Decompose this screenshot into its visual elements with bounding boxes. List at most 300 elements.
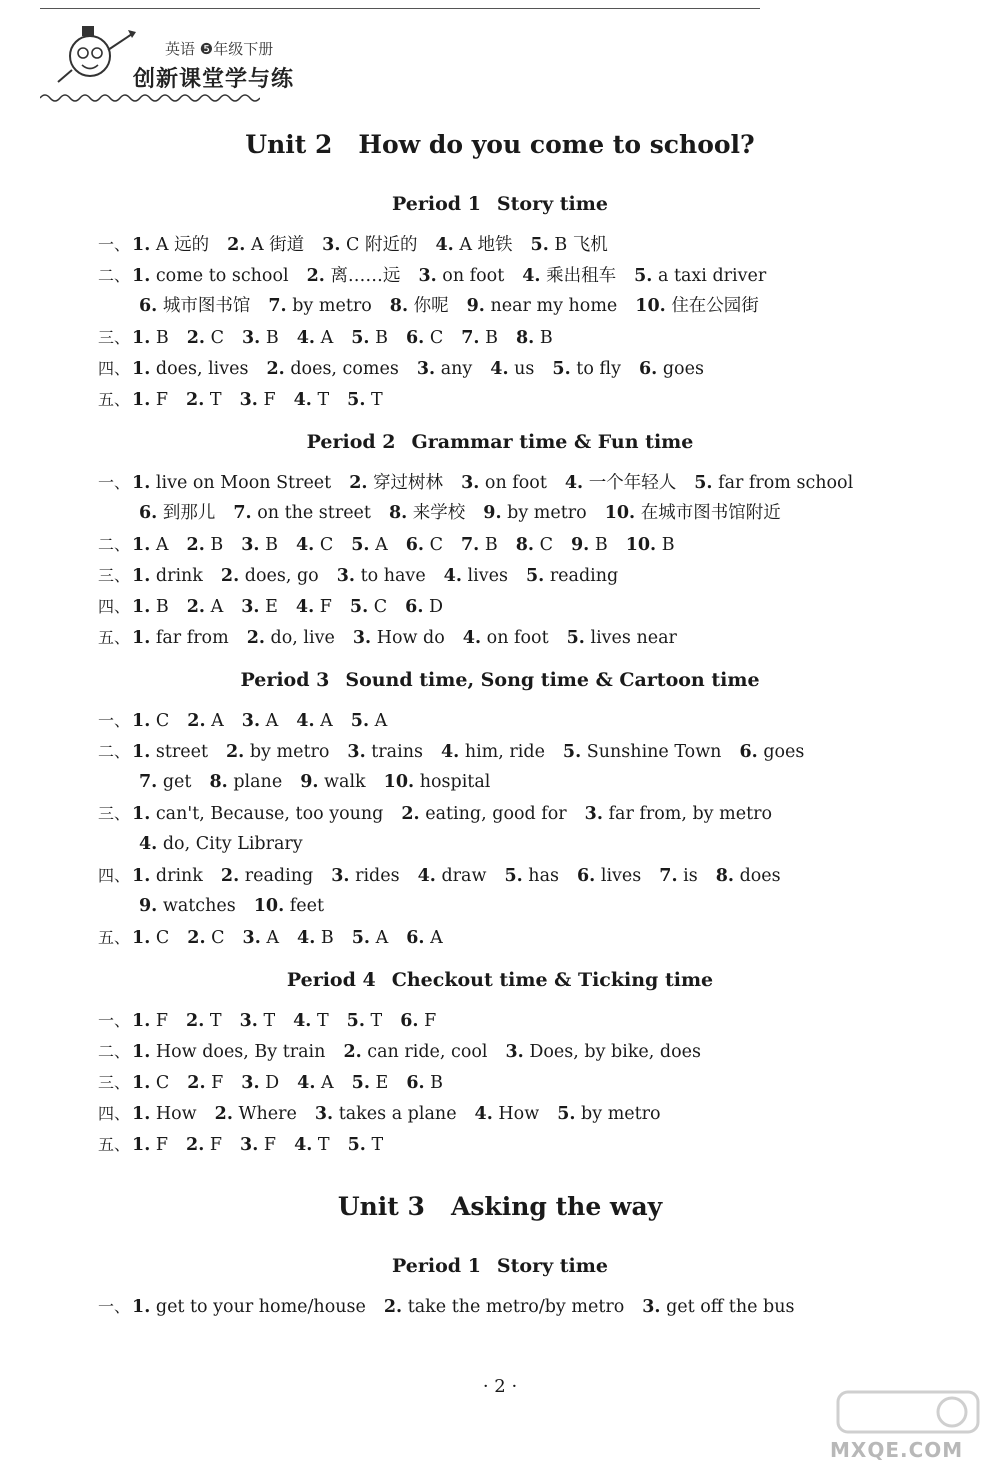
answer-text: reading [549, 566, 619, 586]
answer-text: take the metro/by metro [407, 1297, 625, 1317]
answer-text: T [370, 1011, 383, 1031]
answer-number: 3. [322, 235, 341, 255]
answer-number: 1. [132, 359, 151, 379]
answer-item [184, 390, 222, 410]
section-marker: 一、 [98, 473, 131, 492]
answer-number: 3. [239, 1011, 258, 1031]
answer-text: A [375, 928, 389, 948]
answer-text: a taxi driver [657, 266, 767, 286]
answer-number: 8. [715, 866, 734, 886]
answer-item [349, 328, 388, 348]
answer-text: B [484, 535, 498, 555]
answer-line [0, 498, 1000, 529]
answer-text: does, comes [290, 359, 399, 379]
answer-item [130, 1073, 169, 1093]
answer-text: street [155, 742, 208, 762]
answer-number: 5. [525, 566, 545, 586]
answer-number: 1. [132, 473, 151, 493]
answer-text: T [317, 1135, 330, 1155]
answer-text: goes [662, 359, 704, 379]
answer-line [0, 1067, 1000, 1098]
answer-text: A [266, 928, 280, 948]
answer-number: 3. [642, 1297, 661, 1317]
answer-text: can ride, cool [367, 1042, 488, 1062]
answer-item [583, 804, 772, 824]
answer-item [404, 928, 443, 948]
answer-text: A 远的 [155, 235, 210, 255]
answer-text: C [319, 535, 334, 555]
answer-line [0, 353, 1000, 384]
answer-item [130, 1011, 168, 1031]
answer-number: 3. [418, 266, 437, 286]
answer-item [502, 866, 559, 886]
answer-item [224, 742, 329, 762]
answer-item [137, 896, 236, 916]
answer-line [0, 467, 1000, 498]
answer-number: 6. [405, 328, 425, 348]
section-marker: 一、 [98, 235, 131, 254]
answer-item [185, 711, 224, 731]
answer-item [404, 535, 443, 555]
answer-text: live on Moon Street [155, 473, 332, 493]
answer-item [335, 566, 426, 586]
answer-number: 2. [186, 1011, 205, 1031]
answer-text: is [683, 866, 698, 886]
period-block [0, 969, 1000, 1160]
answer-number: 6. [400, 1011, 419, 1031]
answer-number: 9. [570, 535, 590, 555]
period-label: Period 1 [392, 193, 481, 215]
answer-item [130, 473, 331, 493]
answer-text: feet [289, 896, 324, 916]
answer-text: on foot [484, 473, 547, 493]
answer-item [130, 566, 203, 586]
answer-text: 在城市图书馆附近 [640, 503, 781, 523]
answer-item [439, 742, 545, 762]
answer-text: E [375, 1073, 389, 1093]
header-rule [40, 8, 760, 9]
answer-text: trains [371, 742, 423, 762]
answer-item [184, 1135, 222, 1155]
answer-text: T [263, 1011, 276, 1031]
answer-number: 6. [405, 597, 424, 617]
answer-line [0, 529, 1000, 560]
answer-number: 5. [347, 1135, 366, 1155]
answer-line [0, 891, 1000, 922]
unit-title [0, 1192, 1000, 1221]
answer-number: 9. [466, 296, 485, 316]
answer-item [313, 1104, 457, 1124]
answer-item [514, 328, 553, 348]
answer-text: A [374, 711, 388, 731]
answer-text: C [155, 711, 170, 731]
answer-number: 10. [253, 896, 285, 916]
answer-number: 8. [515, 535, 534, 555]
answer-text: C [155, 1073, 170, 1093]
answer-number: 8. [388, 503, 408, 523]
answer-number: 5. [351, 928, 371, 948]
answer-text: Where [238, 1104, 297, 1124]
answer-number: 4. [443, 566, 462, 586]
answer-text: far from school [718, 473, 854, 493]
answer-number: 6. [139, 503, 158, 523]
answer-text: 乘出租车 [546, 266, 617, 286]
answer-number: 8. [389, 296, 409, 316]
answer-item [603, 503, 781, 523]
decorative-wave [40, 92, 260, 104]
answer-content [0, 126, 1000, 1338]
answer-text: draw [441, 866, 487, 886]
answer-text: do, City Library [162, 834, 303, 854]
answer-text: get off the bus [666, 1297, 795, 1317]
period-name: Checkout time & Ticking time [391, 969, 714, 991]
unit-name: Asking the way [450, 1192, 663, 1221]
answer-text: B 飞机 [554, 235, 608, 255]
answer-text: 你呢 [413, 296, 449, 316]
answer-text: T [371, 1135, 384, 1155]
answer-number: 2. [186, 328, 206, 348]
answer-item [185, 535, 224, 555]
answer-text: C [539, 535, 553, 555]
unit-name: How do you come to school? [358, 130, 755, 159]
answer-item [714, 866, 781, 886]
unit-title [0, 130, 1000, 159]
answer-item [404, 1073, 443, 1093]
answer-item [345, 390, 383, 410]
answer-line [0, 705, 1000, 736]
answer-text: us [514, 359, 535, 379]
period-name: Story time [496, 1255, 608, 1277]
answer-number: 2. [186, 597, 206, 617]
answer-item [241, 928, 280, 948]
answer-item [633, 296, 759, 316]
answer-text: drink [155, 566, 203, 586]
answer-item [488, 359, 534, 379]
answer-number: 2. [383, 1297, 403, 1317]
answer-item [481, 503, 586, 523]
answer-text: eating, good for [425, 804, 567, 824]
answer-number: 5. [351, 1073, 370, 1093]
answer-text: lives [600, 866, 642, 886]
answer-text: 离……远 [330, 266, 401, 286]
answer-text: F [155, 390, 169, 410]
answer-number: 5. [347, 390, 366, 410]
answer-text: any [440, 359, 473, 379]
answer-text: D [265, 1073, 280, 1093]
answer-item [415, 359, 472, 379]
answer-text: takes a plane [338, 1104, 457, 1124]
period-block [0, 431, 1000, 653]
answer-line [0, 829, 1000, 860]
period-block [0, 1255, 1000, 1322]
answer-text: F [155, 1011, 169, 1031]
period-label: Period 2 [306, 431, 396, 453]
answer-number: 1. [132, 1135, 151, 1155]
period-title [0, 969, 1000, 991]
answer-item [403, 597, 443, 617]
answer-number: 4. [417, 866, 436, 886]
answer-number: 1. [132, 1104, 151, 1124]
answer-number: 1. [132, 1011, 151, 1031]
answer-number: 3. [314, 1104, 334, 1124]
answer-item [465, 296, 618, 316]
answer-item [569, 535, 608, 555]
answer-item [137, 503, 215, 523]
answer-text: lives near [590, 628, 677, 648]
unit-spacer [0, 1176, 1000, 1188]
answer-number: 6. [576, 866, 596, 886]
answer-number: 4. [297, 928, 316, 948]
answer-item [657, 866, 697, 886]
answer-number: 6. [638, 359, 658, 379]
period-name: Story time [496, 193, 608, 215]
answer-number: 1. [132, 742, 151, 762]
period-title [0, 669, 1000, 691]
answer-item [266, 296, 371, 316]
answer-number: 4. [564, 473, 584, 493]
answer-item [563, 473, 676, 493]
answer-item [130, 1104, 197, 1124]
answer-number: 10. [625, 535, 657, 555]
answer-text: C [373, 597, 388, 617]
answer-text: to have [360, 566, 426, 586]
answer-item [345, 1011, 383, 1031]
answer-number: 4. [294, 1135, 313, 1155]
answer-number: 5. [351, 328, 370, 348]
answer-line [0, 591, 1000, 622]
answer-number: 4. [295, 535, 315, 555]
answer-number: 2. [187, 928, 206, 948]
section-marker: 四、 [98, 359, 131, 378]
answer-number: 4. [490, 359, 509, 379]
answer-item [459, 535, 498, 555]
answer-item [130, 235, 209, 255]
answer-item [350, 928, 389, 948]
section-marker: 二、 [98, 266, 131, 285]
answer-number: 1. [132, 328, 151, 348]
answer-item [225, 235, 304, 255]
answer-text: Sunshine Town [586, 742, 722, 762]
answer-item [295, 328, 334, 348]
answer-text: has [528, 866, 559, 886]
answer-item [239, 535, 278, 555]
answer-item [295, 928, 334, 948]
answer-item [137, 834, 303, 854]
answer-item [637, 359, 704, 379]
book-subtitle: 英语 ❺年级下册 [165, 40, 274, 58]
answer-item [382, 1297, 624, 1317]
answer-item [130, 390, 168, 410]
page-header [40, 8, 760, 103]
answer-text: on the street [257, 503, 371, 523]
period-name: Grammar time & Fun time [411, 431, 694, 453]
answer-item [238, 390, 276, 410]
answer-item [459, 473, 547, 493]
answer-text: How do [376, 628, 445, 648]
answer-text: B [430, 1073, 444, 1093]
section-marker: 一、 [98, 711, 131, 730]
answer-item [213, 1104, 297, 1124]
section-marker: 五、 [98, 390, 131, 409]
answer-number: 3. [241, 711, 261, 731]
section-marker: 二、 [98, 1042, 131, 1061]
period-name: Sound time, Song time & Cartoon time [345, 669, 760, 691]
answer-item [238, 1011, 276, 1031]
answer-line [0, 229, 1000, 260]
answer-text: How [498, 1104, 540, 1124]
answer-item [185, 597, 224, 617]
answer-line [0, 560, 1000, 591]
answer-number: 2. [187, 711, 206, 731]
answer-line [0, 1098, 1000, 1129]
answer-text: C [210, 328, 224, 348]
answer-number: 7. [233, 503, 252, 523]
answer-item [130, 266, 289, 286]
answer-item [347, 473, 443, 493]
answer-item [130, 359, 248, 379]
answer-text: do, live [270, 628, 335, 648]
answer-text: C [155, 928, 170, 948]
answer-item [351, 628, 445, 648]
answer-item [349, 535, 388, 555]
answer-item [240, 711, 279, 731]
answer-item [459, 328, 498, 348]
mascot-logo [52, 20, 142, 90]
answer-item [240, 328, 279, 348]
answer-number: 4. [293, 1011, 312, 1031]
answer-text: to fly [576, 359, 621, 379]
answer-number: 1. [132, 928, 151, 948]
answer-item [185, 328, 224, 348]
answer-text: B [661, 535, 675, 555]
answer-text: A [430, 928, 443, 948]
answer-line [0, 798, 1000, 829]
answer-item [238, 1135, 276, 1155]
answer-number: 9. [300, 772, 319, 792]
section-marker: 四、 [98, 597, 131, 616]
answer-number: 5. [349, 597, 369, 617]
answer-text: B [265, 328, 279, 348]
answer-number: 6. [739, 742, 758, 762]
answer-text: lives [467, 566, 508, 586]
answer-item [130, 1135, 168, 1155]
answer-number: 7. [139, 772, 158, 792]
answer-item [130, 742, 208, 762]
answer-item [130, 1297, 366, 1317]
answer-number: 2. [186, 390, 205, 410]
answer-text: B [265, 535, 278, 555]
answer-number: 4. [293, 390, 312, 410]
answer-number: 6. [405, 535, 425, 555]
answer-number: 7. [461, 328, 480, 348]
answer-text: far from, by metro [608, 804, 773, 824]
answer-number: 3. [336, 566, 356, 586]
answer-text: How [155, 1104, 197, 1124]
answer-text: come to school [155, 266, 289, 286]
answer-text: T [209, 1011, 222, 1031]
answer-number: 2. [349, 473, 368, 493]
answer-number: 4. [435, 235, 454, 255]
answer-item [137, 772, 191, 792]
answer-item [387, 503, 465, 523]
period-label: Period 3 [240, 669, 330, 691]
answer-item [632, 266, 766, 286]
answer-text: A [321, 1073, 334, 1093]
answer-item [329, 866, 399, 886]
answer-item [461, 628, 549, 648]
answer-number: 1. [132, 711, 151, 731]
answer-text: F [211, 1073, 224, 1093]
answer-item [265, 359, 399, 379]
answer-text: B [485, 328, 498, 348]
answer-item [294, 535, 333, 555]
answer-item [298, 772, 365, 792]
answer-number: 1. [132, 566, 151, 586]
answer-number: 1. [132, 266, 151, 286]
answer-item [184, 1011, 222, 1031]
answer-number: 2. [187, 1073, 206, 1093]
period-label: Period 1 [392, 1255, 481, 1277]
answer-text: 来学校 [412, 503, 466, 523]
answer-line [0, 736, 1000, 767]
answer-text: by metro [249, 742, 330, 762]
answer-text: F [209, 1135, 223, 1155]
answer-number: 3. [352, 628, 372, 648]
answer-item [382, 772, 491, 792]
answer-text: get [162, 772, 192, 792]
answer-number: 3. [331, 866, 350, 886]
answer-line [0, 291, 1000, 322]
answer-number: 7. [659, 866, 678, 886]
answer-text: F [263, 1135, 277, 1155]
answer-number: 5. [562, 742, 582, 762]
answer-number: 4. [296, 711, 315, 731]
answer-number: 3. [239, 390, 258, 410]
unit-label: Unit 3 [337, 1192, 425, 1221]
period-title [0, 193, 1000, 215]
answer-number: 2. [306, 266, 325, 286]
book-title: 创新课堂学与练 [133, 67, 295, 92]
answer-line [0, 1129, 1000, 1160]
watermark-logo-icon [830, 1386, 990, 1438]
answer-number: 9. [483, 503, 502, 523]
answer-number: 5. [346, 1011, 365, 1031]
answer-item [550, 359, 621, 379]
answer-text: 住在公园街 [671, 296, 759, 316]
answer-item [245, 628, 335, 648]
answer-item [399, 804, 566, 824]
answer-text: F [424, 1011, 437, 1031]
answer-number: 3. [240, 1135, 259, 1155]
answer-item [345, 742, 423, 762]
answer-item [346, 1135, 384, 1155]
answer-text: B [375, 328, 388, 348]
answer-item [130, 928, 169, 948]
answer-item [640, 1297, 794, 1317]
answer-item [348, 597, 387, 617]
answer-text: hospital [419, 772, 491, 792]
section-marker: 四、 [98, 866, 131, 885]
answer-line [0, 922, 1000, 953]
answer-item [404, 328, 443, 348]
answer-text: 穿过树林 [373, 473, 444, 493]
answer-item [416, 266, 504, 286]
watermark-text: MXQE.COM [830, 1438, 964, 1462]
answer-number: 3. [584, 804, 603, 824]
answer-item [398, 1011, 436, 1031]
answer-number: 4. [139, 834, 158, 854]
answer-number: 1. [132, 1073, 151, 1093]
